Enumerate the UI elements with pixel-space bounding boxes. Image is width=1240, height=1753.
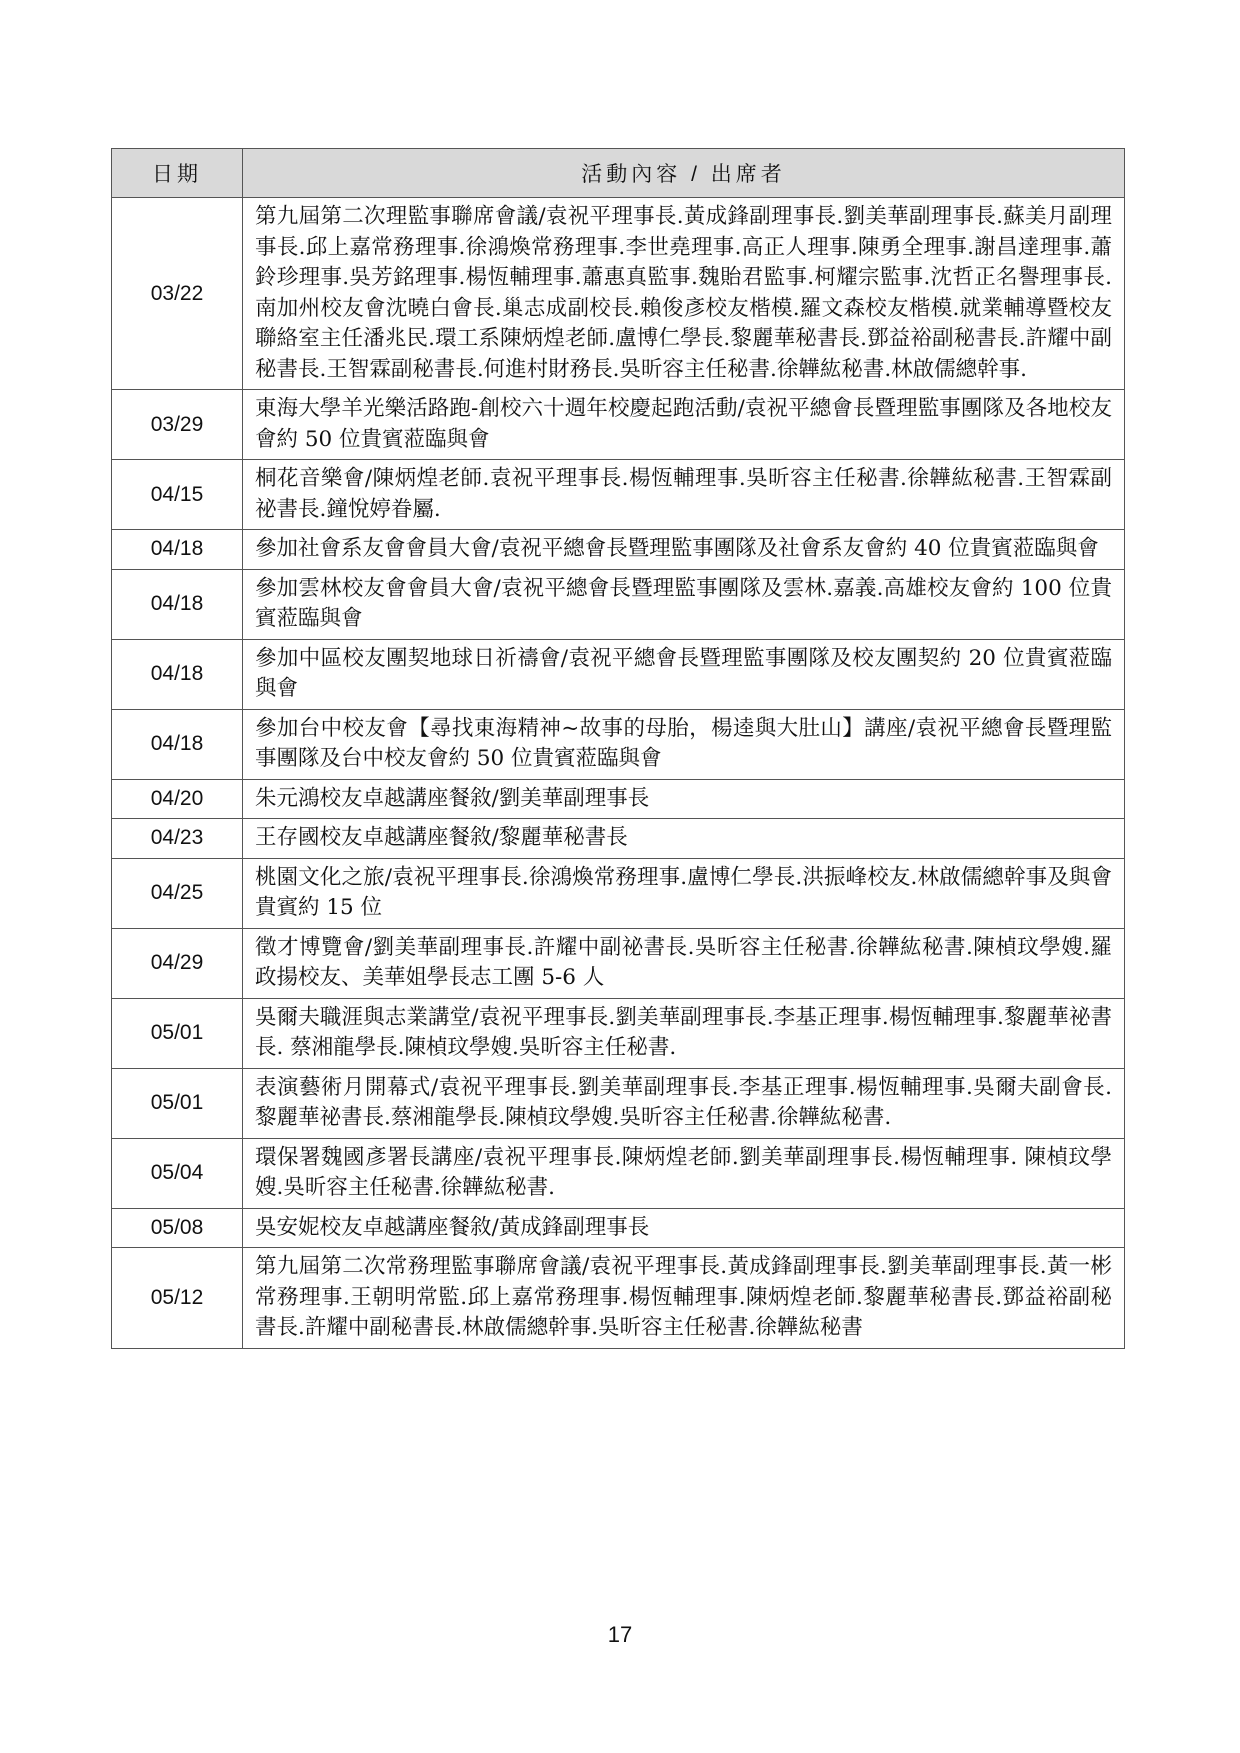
- row-content: 參加中區校友團契地球日祈禱會/袁祝平總會長暨理監事團隊及校友團契約 20 位貴賓蒞臨與會: [243, 639, 1125, 709]
- table-row: [112, 998, 1125, 1068]
- row-content: 吳安妮校友卓越講座餐敘/黃成鋒副理事長: [243, 1208, 1125, 1248]
- row-date: 05/12: [112, 1248, 243, 1349]
- table-row: [112, 779, 1125, 819]
- row-content: 王存國校友卓越講座餐敘/黎麗華秘書長: [243, 819, 1125, 859]
- row-date: 04/18: [112, 530, 243, 570]
- row-date: 04/18: [112, 569, 243, 639]
- row-content: 桐花音樂會/陳炳煌老師.袁祝平理事長.楊恆輔理事.吳昕容主任秘書.徐韡紘秘書.王智霖副祕書長.鐘悅婷眷屬.: [243, 460, 1125, 530]
- header-date: 日期: [112, 149, 243, 198]
- page-number: 17: [607, 1622, 633, 1647]
- table-row: [112, 1248, 1125, 1349]
- row-content: 參加雲林校友會會員大會/袁祝平總會長暨理監事團隊及雲林.嘉義.高雄校友會約 100 位貴賓蒞臨與會: [243, 569, 1125, 639]
- table-body: [112, 198, 1125, 1349]
- table-row: [112, 858, 1125, 928]
- table-row: [112, 639, 1125, 709]
- table-row: [112, 390, 1125, 460]
- table-row: [112, 198, 1125, 390]
- table-row: [112, 530, 1125, 570]
- table-row: [112, 1138, 1125, 1208]
- row-date: 05/01: [112, 1068, 243, 1138]
- table-row: [112, 569, 1125, 639]
- row-content: 第九屆第二次理監事聯席會議/袁祝平理事長.黃成鋒副理事長.劉美華副理事長.蘇美月副理事長.邱上嘉常務理事.徐鴻煥常務理事.李世堯理事.高正人理事.陳勇全理事.謝昌達理事.蕭鈴珍理事.吳芳銘理事.楊恆輔理事.蕭惠真監事.魏貽君監事.柯耀宗監事.沈哲正名譽理事長.南加州校友會沈曉白會長.巢志成副校長.賴俊彥校友楷模.羅文森校友楷模.就業輔導暨校友聯絡室主任潘兆民.環工系陳炳煌老師.盧博仁學長.黎麗華秘書長.鄧益裕副秘書長.許耀中副秘書長.王智霖副秘書長.何進村財務長.吳昕容主任秘書.徐韡紘秘書.林啟儒總幹事.: [243, 198, 1125, 390]
- row-content: 朱元鴻校友卓越講座餐敘/劉美華副理事長: [243, 779, 1125, 819]
- row-date: 04/15: [112, 460, 243, 530]
- row-content: 第九屆第二次常務理監事聯席會議/袁祝平理事長.黃成鋒副理事長.劉美華副理事長.黃一彬常務理事.王朝明常監.邱上嘉常務理事.楊恆輔理事.陳炳煌老師.黎麗華秘書長.鄧益裕副秘書長.許耀中副秘書長.林啟儒總幹事.吳昕容主任秘書.徐韡紘秘書: [243, 1248, 1125, 1349]
- table-row: [112, 1208, 1125, 1248]
- row-content: 環保署魏國彥署長講座/袁祝平理事長.陳炳煌老師.劉美華副理事長.楊恆輔理事. 陳楨玟學嫂.吳昕容主任秘書.徐韡紘秘書.: [243, 1138, 1125, 1208]
- row-date: 04/29: [112, 928, 243, 998]
- table-row: [112, 1068, 1125, 1138]
- row-content: 吳爾夫職涯與志業講堂/袁祝平理事長.劉美華副理事長.李基正理事.楊恆輔理事.黎麗華祕書長. 蔡湘龍學長.陳楨玟學嫂.吳昕容主任秘書.: [243, 998, 1125, 1068]
- table-row: [112, 709, 1125, 779]
- table-row: [112, 460, 1125, 530]
- row-content: 東海大學羊光樂活路跑-創校六十週年校慶起跑活動/袁祝平總會長暨理監事團隊及各地校友會約 50 位貴賓蒞臨與會: [243, 390, 1125, 460]
- row-date: 04/18: [112, 709, 243, 779]
- row-date: 03/29: [112, 390, 243, 460]
- activity-table: [111, 148, 1125, 1349]
- row-date: 05/08: [112, 1208, 243, 1248]
- table-row: [112, 928, 1125, 998]
- row-content: 表演藝術月開幕式/袁祝平理事長.劉美華副理事長.李基正理事.楊恆輔理事.吳爾夫副會長.黎麗華祕書長.蔡湘龍學長.陳楨玟學嫂.吳昕容主任秘書.徐韡紘秘書.: [243, 1068, 1125, 1138]
- row-date: 05/01: [112, 998, 243, 1068]
- row-date: 04/18: [112, 639, 243, 709]
- row-date: 05/04: [112, 1138, 243, 1208]
- row-date: 03/22: [112, 198, 243, 390]
- row-date: 04/25: [112, 858, 243, 928]
- row-content: 桃園文化之旅/袁祝平理事長.徐鴻煥常務理事.盧博仁學長.洪振峰校友.林啟儒總幹事及與會貴賓約 15 位: [243, 858, 1125, 928]
- row-date: 04/23: [112, 819, 243, 859]
- table-row: [112, 819, 1125, 859]
- row-content: 參加社會系友會會員大會/袁祝平總會長暨理監事團隊及社會系友會約 40 位貴賓蒞臨與會: [243, 530, 1125, 570]
- row-date: 04/20: [112, 779, 243, 819]
- table-header-row: [112, 149, 1125, 198]
- header-content: 活動內容 / 出席者: [243, 149, 1125, 198]
- row-content: 參加台中校友會【尋找東海精神~故事的母胎，楊逵與大肚山】講座/袁祝平總會長暨理監事團隊及台中校友會約 50 位貴賓蒞臨與會: [243, 709, 1125, 779]
- row-content: 徵才博覽會/劉美華副理事長.許耀中副祕書長.吳昕容主任秘書.徐韡紘秘書.陳楨玟學嫂.羅政揚校友、美華姐學長志工團 5-6 人: [243, 928, 1125, 998]
